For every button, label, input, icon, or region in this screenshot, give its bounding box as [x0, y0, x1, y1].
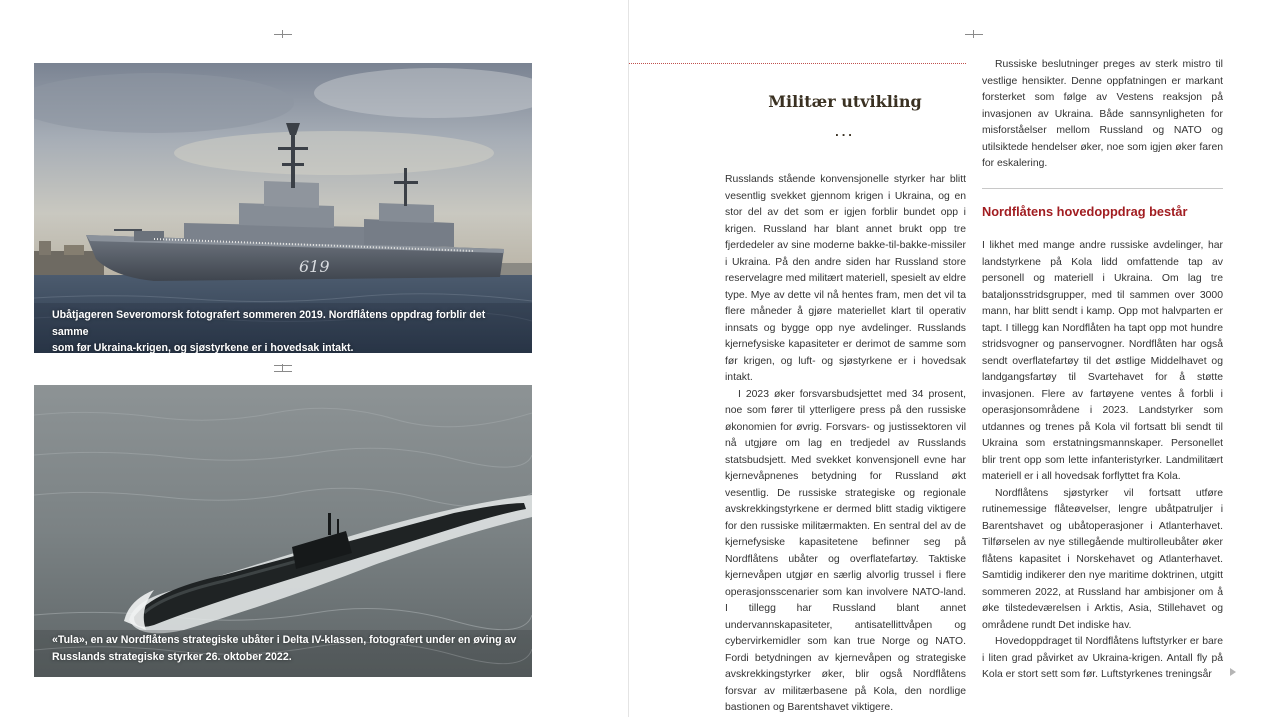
- caption-line: «Tula», en av Nordflåtens strategiske ubåter i Delta IV-klassen, fotografert under en øving av: [52, 634, 517, 646]
- next-page-arrow-icon[interactable]: [1230, 668, 1236, 676]
- crop-mark-top-left: [274, 30, 292, 38]
- crop-mark-top-right: [965, 30, 983, 38]
- caption-line: som før Ukraina-krigen, og sjøstyrkene er i hovedsak intakt.: [52, 342, 354, 353]
- text-column-1: [725, 172, 966, 717]
- body-paragraph: Russlands stående konvensjonelle styrker har blitt vesentlig svekket gjennom krigen i Ukraina, og en stor del av det som er igjen forblir bundet opp i krigen. Russland har blant annet brukt opp tre fjerdedeler av sine moderne bakke-til-bakke-missiler i Ukraina. På den andre siden har Russland store reservelagre med militært materiell, spesielt av eldre type. Mye av dette vil nå hentes fram, men det vil ta flere måneder å gjøre materiellet klart til operativ innsats og bygge opp nye avdelinger. Russlands kjernefysiske kapasiteter er derimot de samme som før krigen, og luft- og sjøstyrkene er i hovedsak intakt.: [725, 174, 966, 383]
- body-paragraph: Hovedoppdraget til Nordflåtens luftstyrker er bare i liten grad påvirket av Ukraina-krigen. Antall fly på Kola er stort sett som før. Luftstyrkenes treningsår: [982, 636, 1223, 680]
- text-column-2-top: [982, 57, 1223, 173]
- crop-mark-middle: [274, 364, 292, 372]
- caption-line: Russlands strategiske styrker 26. oktober 2022.: [52, 650, 292, 663]
- photo-caption-warship: [52, 307, 520, 353]
- photo-caption-submarine: [52, 632, 520, 665]
- section-divider: [982, 188, 1223, 189]
- body-paragraph: I likhet med mange andre russiske avdelinger, har landstyrkene på Kola lidd omfattende tap av personell og materiell i Ukraina. Om lag tre bataljonsstridsgrupper, med til sammen over 3000 mann, har blitt sendt i kamp. Opp mot halvparten er tapt. I tillegg kan Nordflåten ha tapt opp mot hundre stridsvogner og panservogner. Nordflåten har også sendt overflatefartøy til det østlige Middelhavet og landgangsfartøy til Svartehavet for å støtte invasjonen. Flere av fartøyene ventes å forbli i operasjonsområdene i 2023. Landstyrker som utdannes og trenes på Kola vil fortsatt bli sendt til Ukraina som erstatningsmannskaper. Personellet blir trent opp som lette infanteristyrker. Landmilitært materiell er i all hovedsak forflyttet fra Kola.: [982, 240, 1223, 482]
- body-paragraph: I 2023 øker forsvarsbudsjettet med 34 prosent, noe som fører til ytterligere press på den russiske økonomien for øvrig. Forsvars- og justissektoren vil nå utgjøre om lag en tredjedel av Russlands statsbudsjett. Med svekket konvensjonell evne har kjernevåpnenes betydning for Russland økt vesentlig. De russiske strategiske og regionale avskrekkingstyrkene er dermed blitt stadig viktigere for den russiske militærmakten. En sentral del av de kjernefysiske kapasitetene befinner seg på Nordflåtens ubåter og overflatefartøy. Taktiske kjernevåpen utgjør en særlig alvorlig trussel i flere operasjonsscenarier som kan involvere NATO-land. I tillegg har Russland blant annet undervannskapasiteter, antisatellittvåpen og cybervirkemidler som kan true Norge og NATO. Fordi betydningen av kjernevåpen og strategiske avskrekkingstyrker øker, blir også Nordflåtens forsvar av militærbasene på Kola, den nordlige bastionen og Barentshavet viktigere.: [725, 388, 966, 713]
- photo-warship: [34, 63, 532, 353]
- body-paragraph: Russiske beslutninger preges av sterk mistro til vestlige hensikter. Denne oppfatningen er markant forsterket som følge av Vestens reaksjon på invasjonen av Ukraina. Både sannsynligheten for misforståelser mellom Russland og NATO og utilsiktede hendelser øker, noe som igjen øker faren for eskalering.: [982, 59, 1223, 169]
- body-paragraph: Nordflåtens sjøstyrker vil fortsatt utføre rutinemessige flåteøvelser, lengre ubåtpatruljer i Barentshavet og ubåtoperasjoner i Atlanterhavet. Tilførselen av nye stillegående multirolleubåter øker flåtens kapasitet i Norskehavet og Atlanterhavet. Samtidig indikerer den nye maritime doktrinen, utgitt sommeren 2022, at Russland har ambisjoner om å øke tilstedeværelsen i Arktis, Asia, Stillehavet og områdene rundt Det indiske hav.: [982, 487, 1223, 631]
- dotted-rule: [629, 63, 966, 64]
- text-column-2: [982, 238, 1223, 684]
- caption-line: Ubåtjageren Severomorsk fotografert sommeren 2019. Nordflåtens oppdrag forblir det samme: [52, 309, 486, 338]
- hull-number: 619: [299, 257, 330, 276]
- photo-submarine: [34, 385, 532, 677]
- section-title: Militær utvikling: [768, 92, 922, 111]
- sub-heading: Nordflåtens hovedoppdrag består: [982, 204, 1188, 219]
- title-ornament: ...: [835, 124, 855, 139]
